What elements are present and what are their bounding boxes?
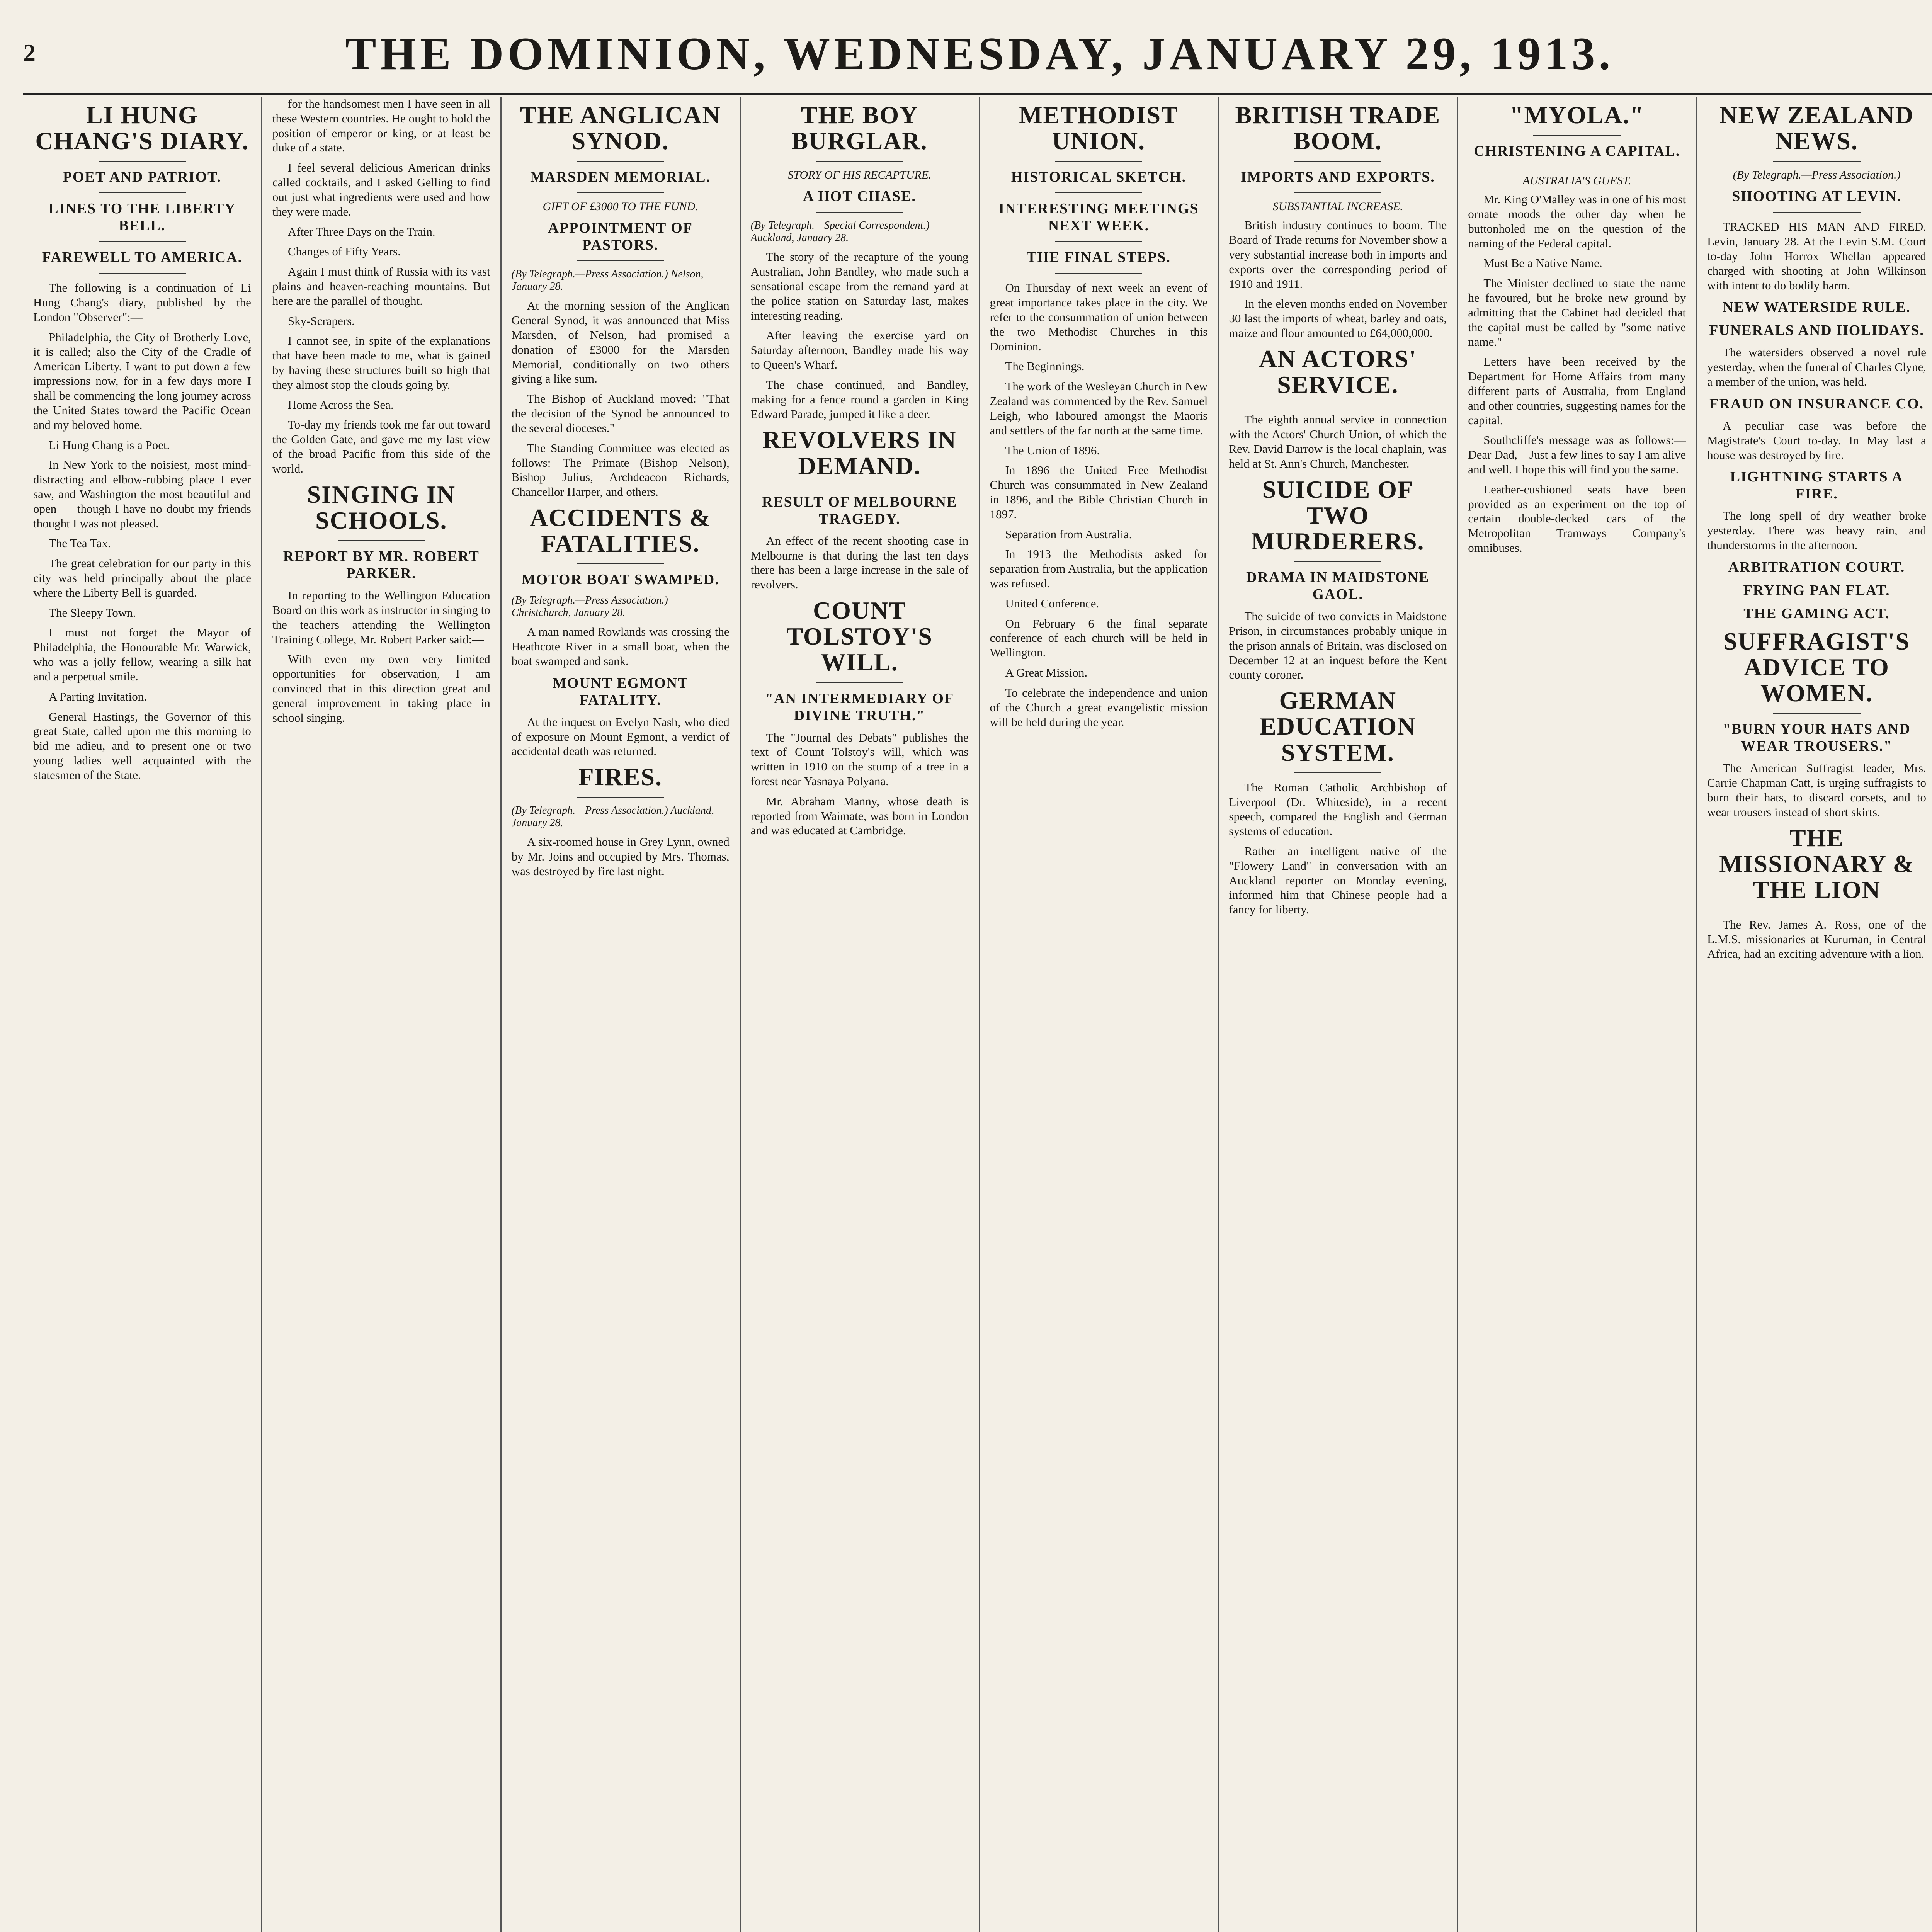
subheadline: ARBITRATION COURT. xyxy=(1728,559,1905,575)
paragraph: In the eleven months ended on November 30 last the imports of wheat, barley and oats, maize and flour amounted to £64,000,000. xyxy=(1229,297,1447,340)
divider xyxy=(1055,192,1143,193)
headline: SUICIDE OF TWO MURDERERS. xyxy=(1251,475,1425,555)
paragraph: British industry continues to boom. The Board of Trade returns for November show a very substantial increase both in imports and exports over the corresponding period of 1910 and 1911. xyxy=(1229,218,1447,291)
paragraph: The "Journal des Debats" publishes the text of Count Tolstoy's will, which was written in 1910 on the stump of a tree in a forest near Yasnaya Polyana. xyxy=(750,730,969,788)
paragraph: TRACKED HIS MAN AND FIRED. Levin, January 28. At the Levin S.M. Court to-day John Horrox Whellan appeared charged with shooting at John Wilkinson with intent to do bodily harm. xyxy=(1707,220,1926,292)
subheadline: INTERESTING MEETINGS NEXT WEEK. xyxy=(998,201,1199,234)
headline: THE MISSIONARY & THE LION xyxy=(1719,824,1914,903)
subheadline: HISTORICAL SKETCH. xyxy=(1011,169,1187,185)
paragraph: The long spell of dry weather broke yesterday. There was heavy rain, and thunderstorms in the afternoon. xyxy=(1707,509,1926,552)
paragraph: General Hastings, the Governor of this great State, called upon me this morning to bid me adieu, and to present one or two young ladies well acquainted with the statesmen of the State. xyxy=(33,709,251,782)
byline: GIFT OF £3000 TO THE FUND. xyxy=(543,200,698,213)
column-8 xyxy=(1697,97,1932,1932)
divider xyxy=(1055,241,1143,242)
column-1 xyxy=(23,97,262,1932)
paragraph: The Tea Tax. xyxy=(49,536,111,550)
newspaper-title: THE DOMINION, WEDNESDAY, JANUARY 29, 1913. xyxy=(345,28,1614,79)
byline: SUBSTANTIAL INCREASE. xyxy=(1272,200,1403,213)
divider xyxy=(1533,135,1621,136)
paragraph: The Standing Committee was elected as follows:—The Primate (Bishop Nelson), Bishop Julius, Archdeacon Richards, Chancellor Harper, and others. xyxy=(511,441,730,499)
subheadline: LINES TO THE LIBERTY BELL. xyxy=(48,201,236,234)
divider xyxy=(99,273,186,274)
headline: THE BOY BURGLAR. xyxy=(791,101,928,155)
paragraph: The Minister declined to state the name he favoured, but he broke new ground by admitting that the Cabinet had decided that the capital must be called by "some native name." xyxy=(1468,276,1686,349)
paragraph: Li Hung Chang is a Poet. xyxy=(49,438,170,452)
column-4 xyxy=(741,97,980,1932)
paragraph: With even my own very limited opportunities for observation, I am convinced that in this direction great and general improvement in taking place in school singing. xyxy=(272,652,490,724)
paragraph: The Rev. James A. Ross, one of the L.M.S. missionaries at Kuruman, in Central Africa, had an exciting adventure with a lion. xyxy=(1707,918,1926,961)
column-5 xyxy=(980,97,1219,1932)
subheadline: MARSDEN MEMORIAL. xyxy=(530,169,711,185)
headline: THE ANGLICAN SYNOD. xyxy=(520,101,721,155)
page-number: 2 xyxy=(23,39,36,66)
divider xyxy=(1055,161,1143,162)
headline: COUNT TOLSTOY'S WILL. xyxy=(786,596,933,676)
subheadline: DRAMA IN MAIDSTONE GAOL. xyxy=(1246,569,1430,603)
headline: ACCIDENTS & FATALITIES. xyxy=(530,503,711,558)
byline: (By Telegraph.—Press Association.) xyxy=(1733,168,1901,182)
divider xyxy=(816,682,903,683)
divider xyxy=(577,563,664,564)
paragraph: I must not forget the Mayor of Philadelphia, the Honourable Mr. Warwick, who was a jolly fellow, wearing a silk hat and a perpetual smile. xyxy=(33,626,251,683)
headline: BRITISH TRADE BOOM. xyxy=(1235,101,1441,155)
headline: NEW ZEALAND NEWS. xyxy=(1719,101,1914,155)
paragraph: An effect of the recent shooting case in Melbourne is that during the last ten days there has been a large increase in the sale of revolvers. xyxy=(750,534,969,592)
paragraph: Mr. King O'Malley was in one of his most ornate moods the other day when he buttonholed me on the question of the naming of the Federal capital. xyxy=(1468,192,1686,250)
divider xyxy=(577,161,664,162)
paragraph: Changes of Fifty Years. xyxy=(287,245,401,259)
paragraph: A peculiar case was before the Magistrate's Court to-day. In May last a house was destroyed by fire. xyxy=(1707,418,1926,462)
paragraph: On February 6 the final separate conference of each church will be held in Wellington. xyxy=(990,616,1208,660)
byline: AUSTRALIA'S GUEST. xyxy=(1522,174,1631,187)
paragraph: Sky-Scrapers. xyxy=(287,314,355,328)
dateline: (By Telegraph.—Press Association.) Christchurch, January 28. xyxy=(511,594,668,619)
paragraph: In New York to the noisiest, most mind-distracting and elbow-rubbing place I ever saw, and Washington the most beautiful and open — though I have no doubt my friends thought I was not pleased. xyxy=(33,458,251,530)
subheadline: A HOT CHASE. xyxy=(803,188,916,205)
paragraph: The suicide of two convicts in Maidstone Prison, in circumstances probably unique in the prison annals of Britain, was disclosed on December 12 at an inquest before the Kent county coroner. xyxy=(1229,609,1447,682)
masthead xyxy=(23,15,1932,95)
paragraph: The eighth annual service in connection with the Actors' Church Union, of which the Rev. David Darrow is the local chaplain, was held at St. Ann's Church, Manchester. xyxy=(1229,413,1447,470)
paragraph: The story of the recapture of the young Australian, John Bandley, who made such a sensational escape from the remand yard at the police station on Saturday last, makes interesting reading. xyxy=(750,250,969,322)
byline: STORY OF HIS RECAPTURE. xyxy=(787,168,932,182)
subheadline: POET AND PATRIOT. xyxy=(63,169,222,185)
columns xyxy=(23,97,1932,1932)
divider xyxy=(1773,212,1861,213)
subheadline: THE FINAL STEPS. xyxy=(1026,249,1171,266)
headline: GERMAN EDUCATION SYSTEM. xyxy=(1260,687,1416,766)
paragraph: The Sleepy Town. xyxy=(49,605,136,619)
paragraph: The Beginnings. xyxy=(1005,359,1085,373)
subheadline: REPORT BY MR. ROBERT PARKER. xyxy=(283,548,480,582)
headline: FIRES. xyxy=(578,763,662,791)
subheadline: FRAUD ON INSURANCE CO. xyxy=(1709,395,1924,412)
column-6 xyxy=(1219,97,1458,1932)
subheadline: LIGHTNING STARTS A FIRE. xyxy=(1730,469,1903,502)
paragraph: In 1913 the Methodists asked for separation from Australia, but the application was refused. xyxy=(990,547,1208,590)
column-3 xyxy=(502,97,741,1932)
divider xyxy=(1055,273,1143,274)
column-2 xyxy=(262,97,502,1932)
paragraph: The work of the Wesleyan Church in New Zealand was commenced by the Rev. Samuel Leigh, who laboured amongst the Maoris and settlers of the far north at the same time. xyxy=(990,379,1208,437)
paragraph: Southcliffe's message was as follows:—Dear Dad,—Just a few lines to say I am alive and well. I hope this will find you the same. xyxy=(1468,433,1686,476)
paragraph: Leather-cushioned seats have been provided as an experiment on the top of certain double-decked cars of the Metropolitan Tramways Company's omnibuses. xyxy=(1468,482,1686,555)
headline: AN ACTORS' SERVICE. xyxy=(1259,345,1417,399)
paragraph: To-day my friends took me far out toward the Golden Gate, and gave me my last view of the broad Pacific from this side of the world. xyxy=(272,418,490,475)
column-7 xyxy=(1458,97,1697,1932)
divider xyxy=(1294,161,1382,162)
paragraph: To celebrate the independence and union of the Church a great evangelistic mission will be held during the year. xyxy=(990,685,1208,729)
paragraph: Separation from Australia. xyxy=(1005,527,1132,541)
paragraph: I feel several delicious American drinks called cocktails, and I asked Gelling to find out just what ingredients were used and how they were made. xyxy=(272,161,490,218)
paragraph: A Parting Invitation. xyxy=(49,689,147,703)
paragraph: The Union of 1896. xyxy=(1005,443,1100,457)
divider xyxy=(577,797,664,798)
divider xyxy=(577,260,664,261)
paragraph: for the handsomest men I have seen in all these Western countries. He ought to hold the position of emperor or king, or at least be duke of a state. xyxy=(272,97,490,155)
paragraph: After Three Days on the Train. xyxy=(287,224,435,238)
paragraph: United Conference. xyxy=(1005,596,1099,610)
paragraph: The American Suffragist leader, Mrs. Carrie Chapman Catt, is urging suffragists to burn their hats, to discard corsets, and to wear trousers instead of short skirts. xyxy=(1707,761,1926,819)
paragraph: Mr. Abraham Manny, whose death is reported from Waimate, was born in London and was educated at Cambridge. xyxy=(750,794,969,837)
subheadline: FAREWELL TO AMERICA. xyxy=(42,249,243,266)
divider xyxy=(816,212,903,213)
headline: SUFFRAGIST'S ADVICE TO WOMEN. xyxy=(1723,627,1910,707)
paragraph: Philadelphia, the City of Brotherly Love, it is called; also the City of the Cradle of American Liberty. I want to put down a few impressions now, for in a few days more I shall be commencing the long journey across the United States toward the Pacific Ocean and my beloved home. xyxy=(33,330,251,432)
subheadline: "BURN YOUR HATS AND WEAR TROUSERS." xyxy=(1723,721,1911,755)
subheadline: THE GAMING ACT. xyxy=(1743,605,1890,622)
subheadline: FRYING PAN FLAT. xyxy=(1743,582,1890,599)
paragraph: In 1896 the United Free Methodist Church was consummated in New Zealand in 1896, and the Bible Christian Church in 1897. xyxy=(990,463,1208,521)
subheadline: NEW WATERSIDE RULE. xyxy=(1723,299,1911,316)
paragraph: The great celebration for our party in this city was held principally about the place where the Liberty Bell is guarded. xyxy=(33,556,251,599)
divider xyxy=(1773,713,1861,714)
subheadline: FUNERALS AND HOLIDAYS. xyxy=(1709,322,1924,339)
paragraph: A man named Rowlands was crossing the Heathcote River in a small boat, when the boat swamped and sank. xyxy=(511,625,730,668)
paragraph: Letters have been received by the Department for Home Affairs from many different parts of Australia, from England and other countries, suggesting names for the capital. xyxy=(1468,355,1686,427)
paragraph: Must Be a Native Name. xyxy=(1483,256,1602,270)
paragraph: The Roman Catholic Archbishop of Liverpool (Dr. Whiteside), in a recent speech, compared the English and German systems of education. xyxy=(1229,780,1447,838)
subheadline: "AN INTERMEDIARY OF DIVINE TRUTH." xyxy=(765,690,954,724)
paragraph: Rather an intelligent native of the "Flowery Land" in conversation with an Auckland reporter on Monday evening, informed him that Chinese people had a fancy for liberty. xyxy=(1229,844,1447,917)
paragraph: On Thursday of next week an event of great importance takes place in the city. We refer to the consummation of union between the two Methodist Churches in this Dominion. xyxy=(990,281,1208,353)
paragraph: The following is a continuation of Li Hung Chang's diary, published by the London "Observer":— xyxy=(33,281,251,324)
divider xyxy=(816,161,903,162)
subheadline: SHOOTING AT LEVIN. xyxy=(1732,188,1902,205)
divider xyxy=(338,540,425,541)
paragraph: The chase continued, and Bandley, making for a fence round a garden in King Edward Parade, jumped it like a deer. xyxy=(750,378,969,421)
subheadline: MOTOR BOAT SWAMPED. xyxy=(521,571,719,588)
subheadline: RESULT OF MELBOURNE TRAGEDY. xyxy=(762,493,957,527)
divider xyxy=(1773,161,1861,162)
paragraph: In reporting to the Wellington Education Board on this work as instructor in singing to the teachers attending the Wellington Training College, Mr. Robert Parker said:— xyxy=(272,588,490,646)
divider xyxy=(99,192,186,193)
divider xyxy=(99,161,186,162)
divider xyxy=(1294,192,1382,193)
paragraph: A Great Mission. xyxy=(1005,666,1088,680)
headline: METHODIST UNION. xyxy=(1019,101,1179,155)
paragraph: A six-roomed house in Grey Lynn, owned by Mr. Joins and occupied by Mrs. Thomas, was destroyed by fire last night. xyxy=(511,835,730,878)
paragraph: At the inquest on Evelyn Nash, who died of exposure on Mount Egmont, a verdict of accidental death was returned. xyxy=(511,715,730,758)
divider xyxy=(99,241,186,242)
subheadline: MOUNT EGMONT FATALITY. xyxy=(552,675,689,708)
divider xyxy=(1294,772,1382,773)
paragraph: I cannot see, in spite of the explanations that have been made to me, what is gained by having these structures built so high that they almost stop the clouds going by. xyxy=(272,334,490,391)
dateline: (By Telegraph.—Special Correspondent.) Auckland, January 28. xyxy=(750,219,930,244)
headline: LI HUNG CHANG'S DIARY. xyxy=(35,101,249,155)
dateline: (By Telegraph.—Press Association.) Nelson, January 28. xyxy=(511,268,704,293)
paragraph: Again I must think of Russia with its vast plains and heaven-reaching mountains. But here are the parallel of thought. xyxy=(272,265,490,308)
subheadline: APPOINTMENT OF PASTORS. xyxy=(548,220,693,253)
subheadline: CHRISTENING A CAPITAL. xyxy=(1474,143,1680,160)
subheadline: IMPORTS AND EXPORTS. xyxy=(1240,169,1435,185)
paragraph: The watersiders observed a novel rule yesterday, when the funeral of Charles Clyne, a member of the union, was held. xyxy=(1707,345,1926,389)
paragraph: The Bishop of Auckland moved: "That the decision of the Synod be announced to the several dioceses." xyxy=(511,392,730,435)
headline: REVOLVERS IN DEMAND. xyxy=(762,426,957,480)
divider xyxy=(1294,561,1382,562)
divider xyxy=(577,192,664,193)
dateline: (By Telegraph.—Press Association.) Auckland, January 28. xyxy=(511,804,714,829)
paragraph: After leaving the exercise yard on Saturday afternoon, Bandley made his way to Queen's Wharf. xyxy=(750,328,969,372)
headline: "MYOLA." xyxy=(1510,101,1645,129)
headline: SINGING IN SCHOOLS. xyxy=(307,480,456,534)
paragraph: Home Across the Sea. xyxy=(287,398,394,412)
paragraph: At the morning session of the Anglican General Synod, it was announced that Miss Marsden, of Nelson, had promised a donation of £3000 for the Marsden Memorial, conditionally on two others giving a like sum. xyxy=(511,299,730,386)
